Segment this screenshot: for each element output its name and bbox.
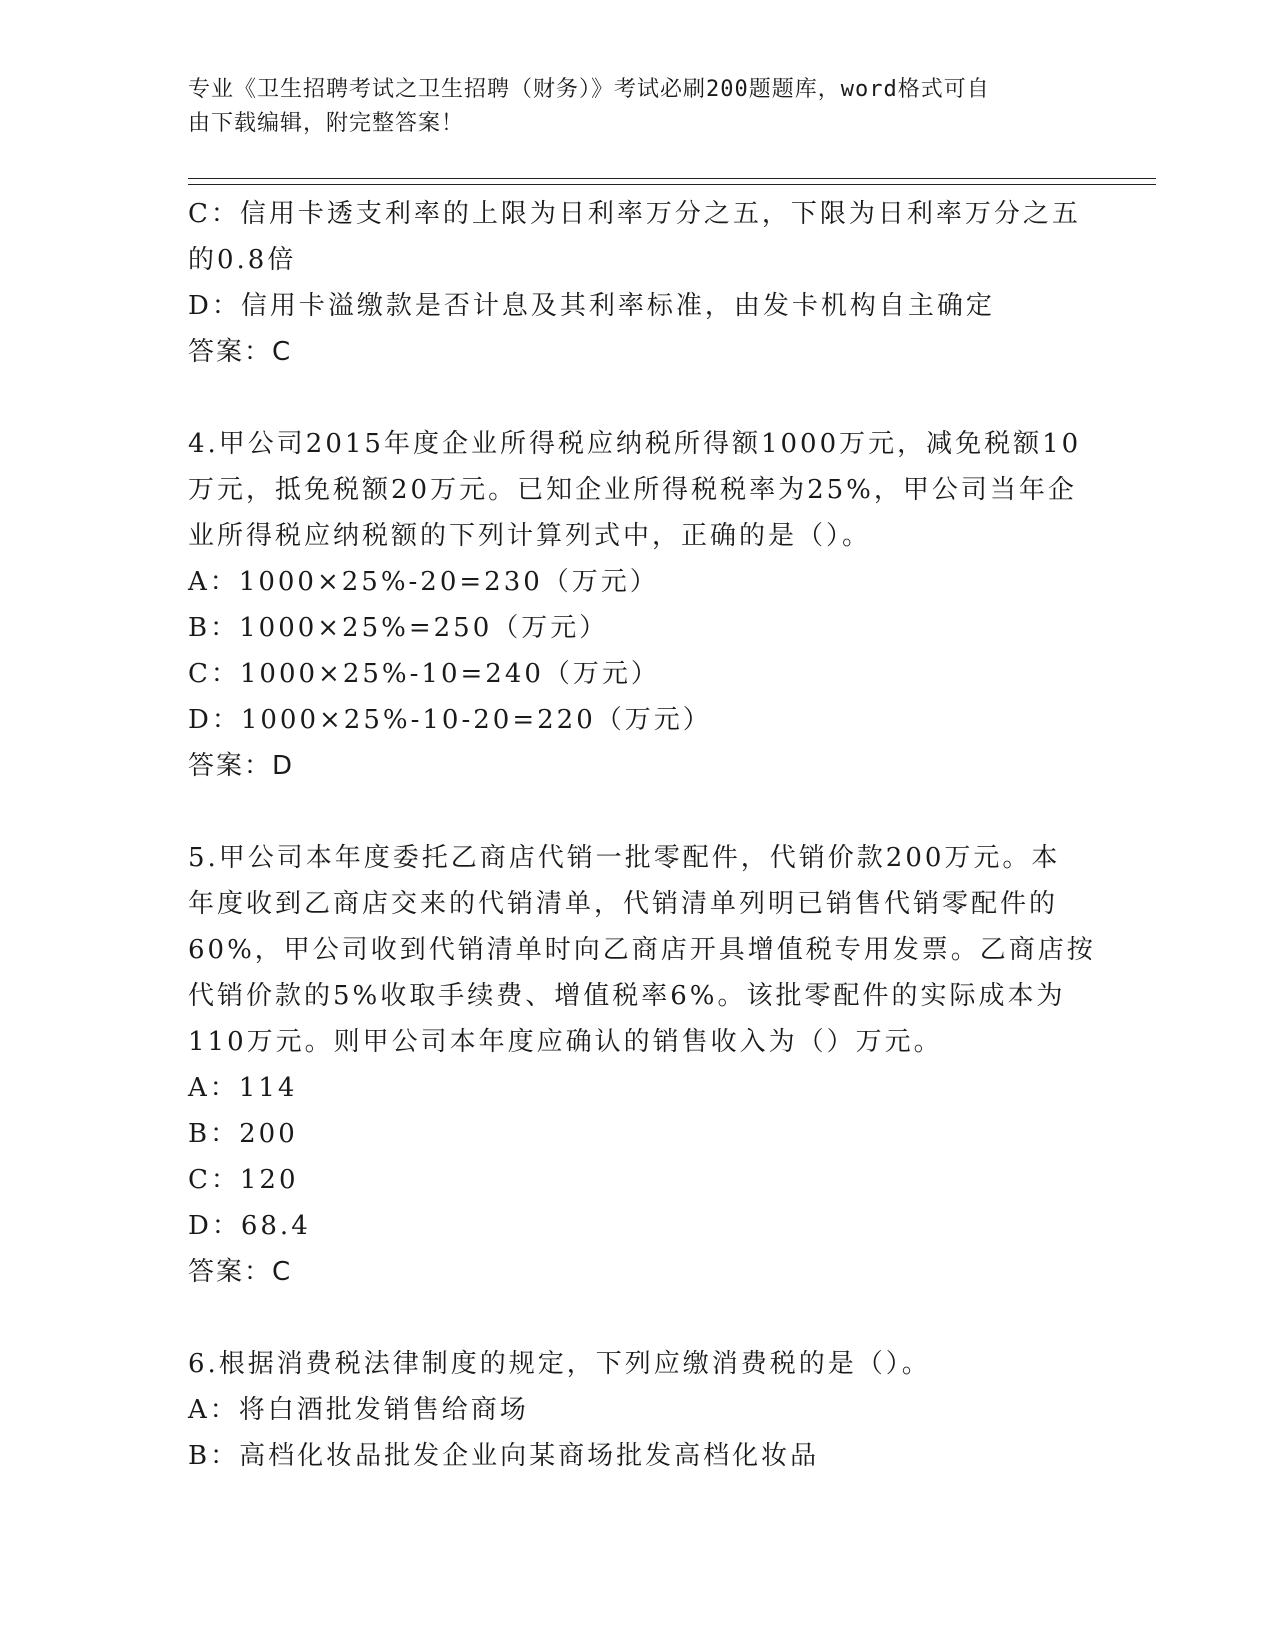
spacer bbox=[188, 1295, 1088, 1341]
question-3-block bbox=[188, 191, 1088, 375]
q5-stem-line-2: 年度收到乙商店交来的代销清单，代销清单列明已销售代销零配件的 bbox=[188, 889, 1059, 919]
header-line-1: 专业《卫生招聘考试之卫生招聘（财务）》考试必刷200题题库，word格式可自 bbox=[188, 77, 990, 102]
spacer bbox=[188, 375, 1088, 421]
q6-option-a: A：将白酒批发销售给商场 bbox=[188, 1395, 529, 1425]
q5-stem-line-3: 60%，甲公司收到代销清单时向乙商店开具增值税专用发票。乙商店按 bbox=[188, 935, 1096, 965]
q4-option-d: D：1000×25%-10-20=220（万元） bbox=[188, 705, 712, 735]
question-content bbox=[188, 191, 1096, 1479]
q4-stem-line-1: 4.甲公司2015年度企业所得税应纳税所得额1000万元，减免税额10 bbox=[188, 429, 1082, 459]
q3-answer: 答案：C bbox=[188, 337, 293, 367]
header-divider-top bbox=[188, 178, 1156, 179]
q5-option-b: B：200 bbox=[188, 1119, 298, 1149]
document-header bbox=[188, 73, 1068, 141]
question-6-block bbox=[188, 1341, 1088, 1479]
spacer bbox=[188, 789, 1088, 835]
q4-answer: 答案：D bbox=[188, 751, 295, 781]
q4-option-c: C：1000×25%-10=240（万元） bbox=[188, 659, 660, 689]
q3-option-c-line-1: C：信用卡透支利率的上限为日利率万分之五，下限为日利率万分之五 bbox=[188, 199, 1081, 229]
q6-option-b: B：高档化妆品批发企业向某商场批发高档化妆品 bbox=[188, 1441, 820, 1471]
question-5-block bbox=[188, 835, 1096, 1295]
q3-option-c-line-2: 的0.8倍 bbox=[188, 245, 297, 275]
q5-stem-line-5: 110万元。则甲公司本年度应确认的销售收入为（）万元。 bbox=[188, 1027, 943, 1057]
q5-option-d: D：68.4 bbox=[188, 1211, 311, 1241]
header-line-2: 由下载编辑，附完整答案！ bbox=[188, 111, 465, 136]
q4-option-a: A：1000×25%-20=230（万元） bbox=[188, 567, 659, 597]
q6-stem-line-1: 6.根据消费税法律制度的规定，下列应缴消费税的是（）。 bbox=[188, 1349, 931, 1379]
q5-option-a: A：114 bbox=[188, 1073, 298, 1103]
q3-option-d: D：信用卡溢缴款是否计息及其利率标准，由发卡机构自主确定 bbox=[188, 291, 995, 321]
q5-stem-line-4: 代销价款的5%收取手续费、增值税率6%。该批零配件的实际成本为 bbox=[188, 981, 1066, 1011]
question-4-block bbox=[188, 421, 1088, 789]
q4-stem-line-3: 业所得税应纳税额的下列计算列式中，正确的是（）。 bbox=[188, 521, 872, 551]
q5-stem-line-1: 5.甲公司本年度委托乙商店代销一批零配件，代销价款200万元。本 bbox=[188, 843, 1061, 873]
q5-option-c: C：120 bbox=[188, 1165, 299, 1195]
q4-stem-line-2: 万元，抵免税额20万元。已知企业所得税税率为25%，甲公司当年企 bbox=[188, 475, 1077, 505]
header-divider-bottom bbox=[188, 184, 1156, 185]
q5-answer: 答案：C bbox=[188, 1257, 293, 1287]
q4-option-b: B：1000×25%=250（万元） bbox=[188, 613, 609, 643]
